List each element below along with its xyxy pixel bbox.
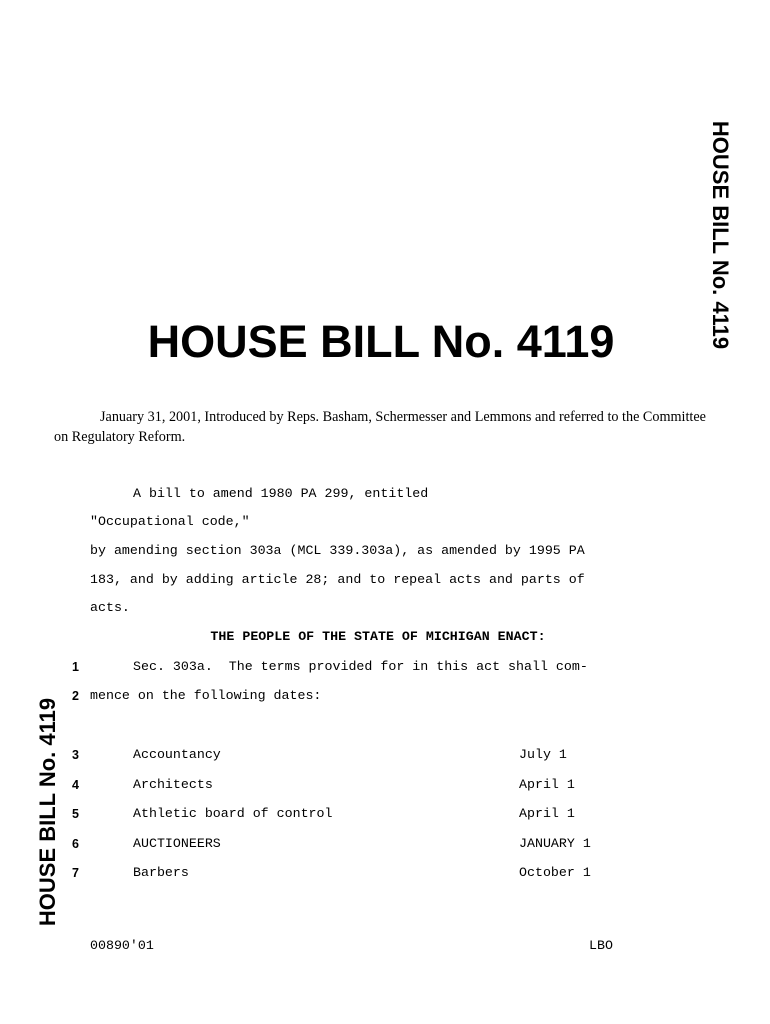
schedule-date: JANUARY 1 bbox=[519, 836, 591, 851]
bill-text-line: by amending section 303a (MCL 339.303a), as amended by 1995 PA bbox=[90, 543, 585, 558]
body-line: Sec. 303a. The terms provided for in this act shall com- bbox=[133, 659, 588, 674]
introduction-paragraph: January 31, 2001, Introduced by Reps. Basham, Schermesser and Lemmons and referred to the Committee on Regulatory Reform. bbox=[54, 409, 706, 445]
line-number: 6 bbox=[72, 837, 79, 851]
bill-text-line: acts. bbox=[90, 600, 130, 615]
side-title-left: HOUSE BILL No. 4119 bbox=[35, 697, 60, 927]
schedule-date: April 1 bbox=[519, 806, 575, 821]
schedule-item: Accountancy bbox=[133, 747, 221, 762]
document-number: 00890'01 bbox=[90, 938, 154, 953]
line-number: 7 bbox=[72, 866, 79, 880]
bill-text-line: A bill to amend 1980 PA 299, entitled bbox=[133, 486, 429, 501]
schedule-item: AUCTIONEERS bbox=[133, 836, 221, 851]
line-number: 1 bbox=[72, 660, 79, 674]
line-number: 3 bbox=[72, 748, 79, 762]
body-line: mence on the following dates: bbox=[90, 688, 322, 703]
schedule-date: October 1 bbox=[519, 865, 591, 880]
bill-text-line: 183, and by adding article 28; and to repeal acts and parts of bbox=[90, 572, 585, 587]
agency-code: LBO bbox=[589, 938, 613, 953]
schedule-item: Athletic board of control bbox=[133, 806, 333, 821]
schedule-date: July 1 bbox=[519, 747, 567, 762]
line-number: 4 bbox=[72, 778, 79, 792]
schedule-item: Barbers bbox=[133, 865, 189, 880]
line-number: 5 bbox=[72, 807, 79, 821]
side-title-right: HOUSE BILL No. 4119 bbox=[708, 120, 733, 350]
bill-text-line: "Occupational code," bbox=[90, 514, 250, 529]
line-number: 2 bbox=[72, 689, 79, 703]
enacting-clause: THE PEOPLE OF THE STATE OF MICHIGAN ENACT: bbox=[210, 629, 546, 644]
schedule-item: Architects bbox=[133, 777, 213, 792]
bill-title: HOUSE BILL No. 4119 bbox=[147, 316, 615, 367]
schedule-date: April 1 bbox=[519, 777, 575, 792]
